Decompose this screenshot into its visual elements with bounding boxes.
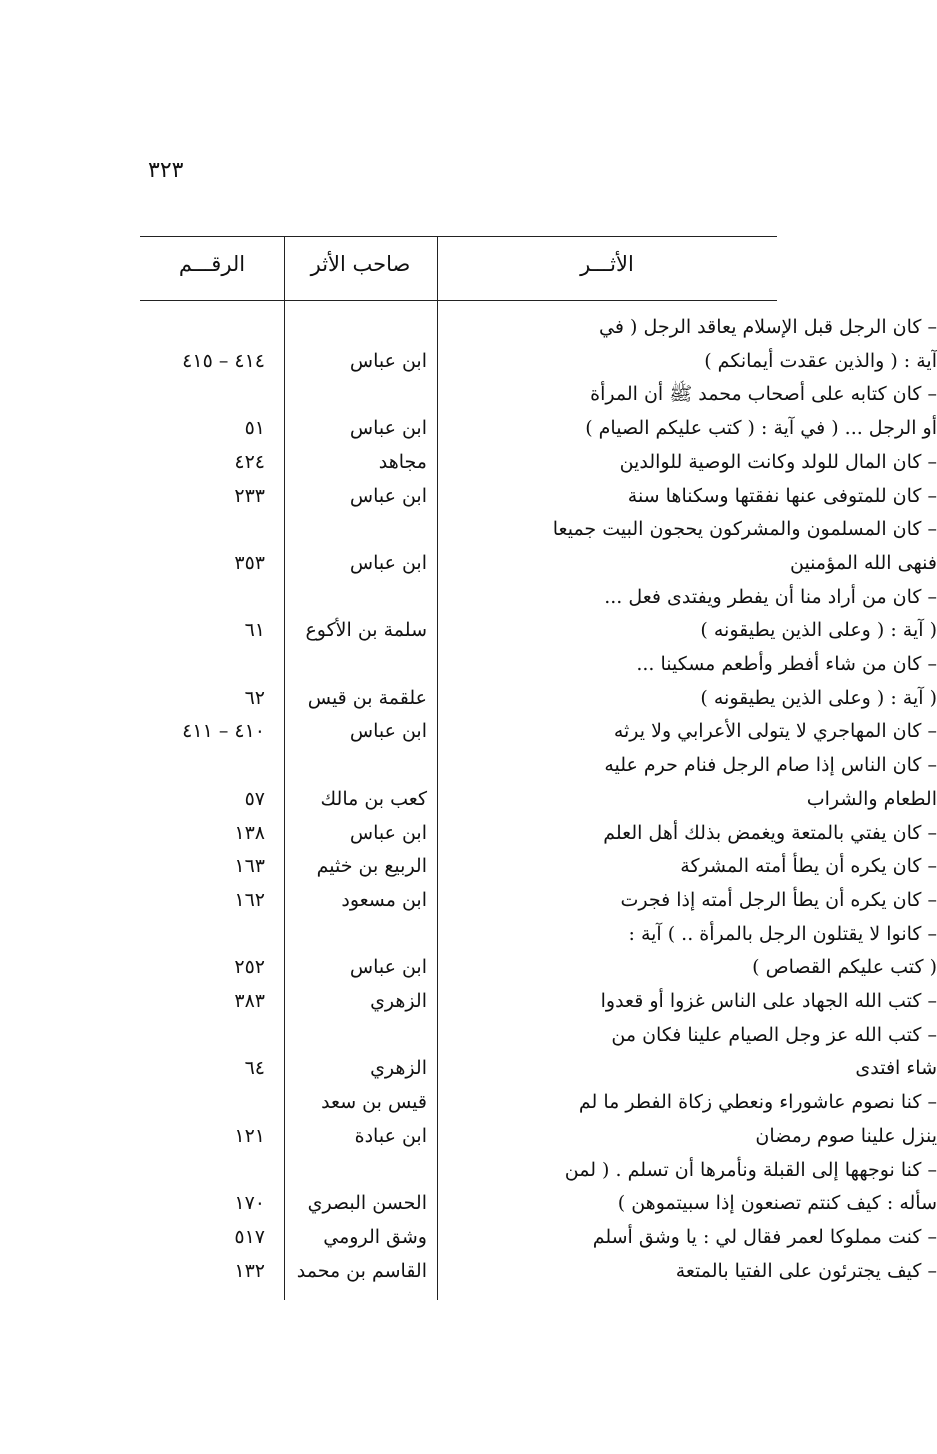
athar-number	[140, 749, 265, 782]
athar-author: الزهري	[370, 1057, 427, 1080]
athar-number	[140, 513, 265, 546]
athar-number: ٥١٧	[234, 1225, 265, 1248]
athar-author: ابن عباس	[349, 956, 427, 979]
table-row	[140, 985, 937, 1018]
table-row	[140, 480, 937, 513]
table-row	[140, 884, 937, 917]
table-row	[140, 412, 937, 445]
athar-author	[287, 513, 427, 546]
table-row	[140, 1052, 937, 1085]
table-top-rule	[140, 236, 777, 237]
athar-author: وشق الرومي	[323, 1225, 427, 1248]
athar-text: – كانوا لا يقتلون الرجل بالمرأة .. ) آية :	[628, 922, 937, 945]
athar-number: ١٣٨	[234, 821, 265, 844]
header-number: الرقـــم	[178, 252, 246, 276]
athar-number: ٢٣٣	[234, 484, 265, 507]
athar-text: شاء افتدى	[855, 1057, 937, 1080]
athar-number: ٣٨٣	[234, 990, 265, 1012]
athar-text: – كان يكره أن يطأ أمته المشركة	[680, 855, 937, 878]
athar-author: مجاهد	[378, 450, 427, 473]
athar-text: فنهى الله المؤمنين	[789, 551, 937, 574]
athar-author: ابن عباس	[349, 720, 427, 743]
athar-text: – كان كتابه على أصحاب محمد ﷺ أن المرأة	[590, 383, 937, 406]
table-row	[140, 850, 937, 883]
athar-text: آية : ( والذين عقدت أيمانكم )	[704, 349, 937, 372]
athar-number: ٥١	[244, 417, 265, 440]
athar-author	[287, 581, 427, 614]
athar-number	[140, 918, 265, 951]
athar-author: كعب بن مالك	[320, 787, 427, 810]
athar-author: ابن مسعود	[341, 888, 427, 911]
athar-text: – كان الناس إذا صام الرجل فنام حرم عليه	[604, 754, 937, 777]
athar-text: – كان المسلمون والمشركون يحجون البيت جميعا	[552, 518, 937, 541]
athar-text: – كان المهاجري لا يتولى الأعرابي ولا يرثه	[613, 720, 937, 743]
athar-author: ابن عباس	[349, 551, 427, 574]
table-row	[140, 817, 937, 850]
table-row	[140, 749, 937, 782]
table-row	[140, 547, 937, 580]
athar-author: ابن عباس	[349, 484, 427, 507]
athar-number: ٤٢٤	[234, 450, 265, 473]
athar-author: ابن عباس	[349, 417, 427, 440]
table-row	[140, 1019, 937, 1052]
table-row	[140, 1120, 937, 1153]
athar-text: – كتب الله الجهاد على الناس غزوا أو قعدوا	[600, 990, 937, 1012]
athar-number: ٣٥٣	[234, 551, 265, 574]
table-row	[140, 1086, 937, 1119]
table-row	[140, 513, 937, 546]
athar-text: – كان من أراد منا أن يفطر ويفتدى فعل ...	[604, 585, 937, 608]
athar-author	[287, 918, 427, 951]
table-row	[140, 378, 937, 411]
athar-author: ابن عبادة	[354, 1124, 427, 1147]
athar-text: ( كتب عليكم القصاص )	[752, 956, 937, 979]
athar-author	[287, 749, 427, 782]
athar-number: ٦١	[244, 619, 265, 642]
athar-author: علقمة بن قيس	[307, 686, 427, 709]
header-author: صاحب الأثر	[310, 252, 411, 276]
table-header-rule	[140, 300, 777, 301]
athar-text: ( آية : ( وعلى الذين يطيقونه )	[700, 686, 937, 709]
athar-author: ابن عباس	[349, 349, 427, 372]
athar-number	[140, 1154, 265, 1187]
athar-text: ينزل علينا صوم رمضان	[755, 1124, 937, 1147]
athar-number: ١٣٢	[234, 1259, 265, 1282]
table-row	[140, 1187, 937, 1220]
athar-text: سأله : كيف كنتم تصنعون إذا سبيتموهن )	[617, 1192, 937, 1215]
athar-author: الزهري	[370, 990, 427, 1012]
athar-number: ٦٢	[244, 686, 265, 709]
athar-author	[287, 1019, 427, 1052]
table-row	[140, 951, 937, 984]
athar-number	[140, 378, 265, 411]
athar-number: ٥٧	[244, 787, 265, 810]
athar-author	[287, 1154, 427, 1187]
athar-author	[287, 311, 427, 344]
table-row	[140, 581, 937, 614]
athar-text: ( آية : ( وعلى الذين يطيقونه )	[700, 619, 937, 642]
athar-number: ٤١٠ – ٤١١	[182, 720, 265, 743]
athar-text: – كان المال للولد وكانت الوصية للوالدين	[619, 450, 937, 473]
athar-text: – كيف يجترئون على الفتيا بالمتعة	[675, 1259, 937, 1282]
table-row	[140, 682, 937, 715]
athar-text: الطعام والشراب	[806, 787, 937, 810]
athar-text: – كان من شاء أفطر وأطعم مسكينا ...	[636, 653, 937, 675]
header-athar: الأثـــر	[580, 252, 634, 276]
page-number: ٣٢٣	[148, 158, 184, 183]
athar-author: القاسم بن محمد	[296, 1259, 427, 1282]
athar-author: ابن عباس	[349, 821, 427, 844]
athar-text: أو الرجل ... ( في آية : ( كتب عليكم الصيام )	[585, 417, 937, 440]
athar-number	[140, 581, 265, 614]
athar-number: ٢٥٢	[234, 956, 265, 979]
athar-number	[140, 311, 265, 344]
athar-text: – كنت مملوكا لعمر فقال لي : يا وشق أسلم	[592, 1225, 937, 1248]
athar-text: – كتب الله عز وجل الصيام علينا فكان من	[611, 1023, 937, 1046]
athar-number: ٤١٤ – ٤١٥	[182, 349, 265, 372]
table-row	[140, 1154, 937, 1187]
table-row	[140, 783, 937, 816]
athar-number: ١٢١	[234, 1124, 265, 1147]
athar-number: ١٦٣	[234, 855, 265, 878]
athar-author: الحسن البصري	[307, 1192, 427, 1215]
athar-author: قيس بن سعد	[321, 1091, 427, 1114]
table-row	[140, 345, 937, 378]
table-row	[140, 918, 937, 951]
athar-number: ١٦٢	[234, 888, 265, 911]
table-row	[140, 446, 937, 479]
athar-author	[287, 378, 427, 411]
table-row	[140, 1221, 937, 1254]
table-row	[140, 311, 937, 344]
athar-number	[140, 1019, 265, 1052]
athar-text: – كان الرجل قبل الإسلام يعاقد الرجل ( في	[599, 316, 937, 338]
table-row	[140, 715, 937, 748]
athar-author: الربيع بن خثيم	[316, 855, 427, 878]
athar-author: سلمة بن الأكوع	[305, 619, 427, 642]
table-row	[140, 614, 937, 647]
table-row	[140, 648, 937, 681]
athar-text: – كان يكره أن يطأ الرجل أمته إذا فجرت	[620, 888, 937, 911]
athar-text: – كان للمتوفى عنها نفقتها وسكناها سنة	[627, 484, 937, 507]
athar-number	[140, 1086, 265, 1119]
athar-author	[287, 648, 427, 681]
athar-number: ٦٤	[244, 1057, 265, 1080]
athar-number: ١٧٠	[234, 1192, 265, 1215]
athar-text: – كنا نصوم عاشوراء ونعطي زكاة الفطر ما لم	[578, 1091, 937, 1114]
athar-text: – كنا نوجهها إلى القبلة ونأمرها أن تسلم . ( لمن	[564, 1158, 937, 1181]
table-row	[140, 1255, 937, 1288]
athar-number	[140, 648, 265, 681]
athar-text: – كان يفتي بالمتعة ويغمض بذلك أهل العلم	[603, 821, 937, 844]
